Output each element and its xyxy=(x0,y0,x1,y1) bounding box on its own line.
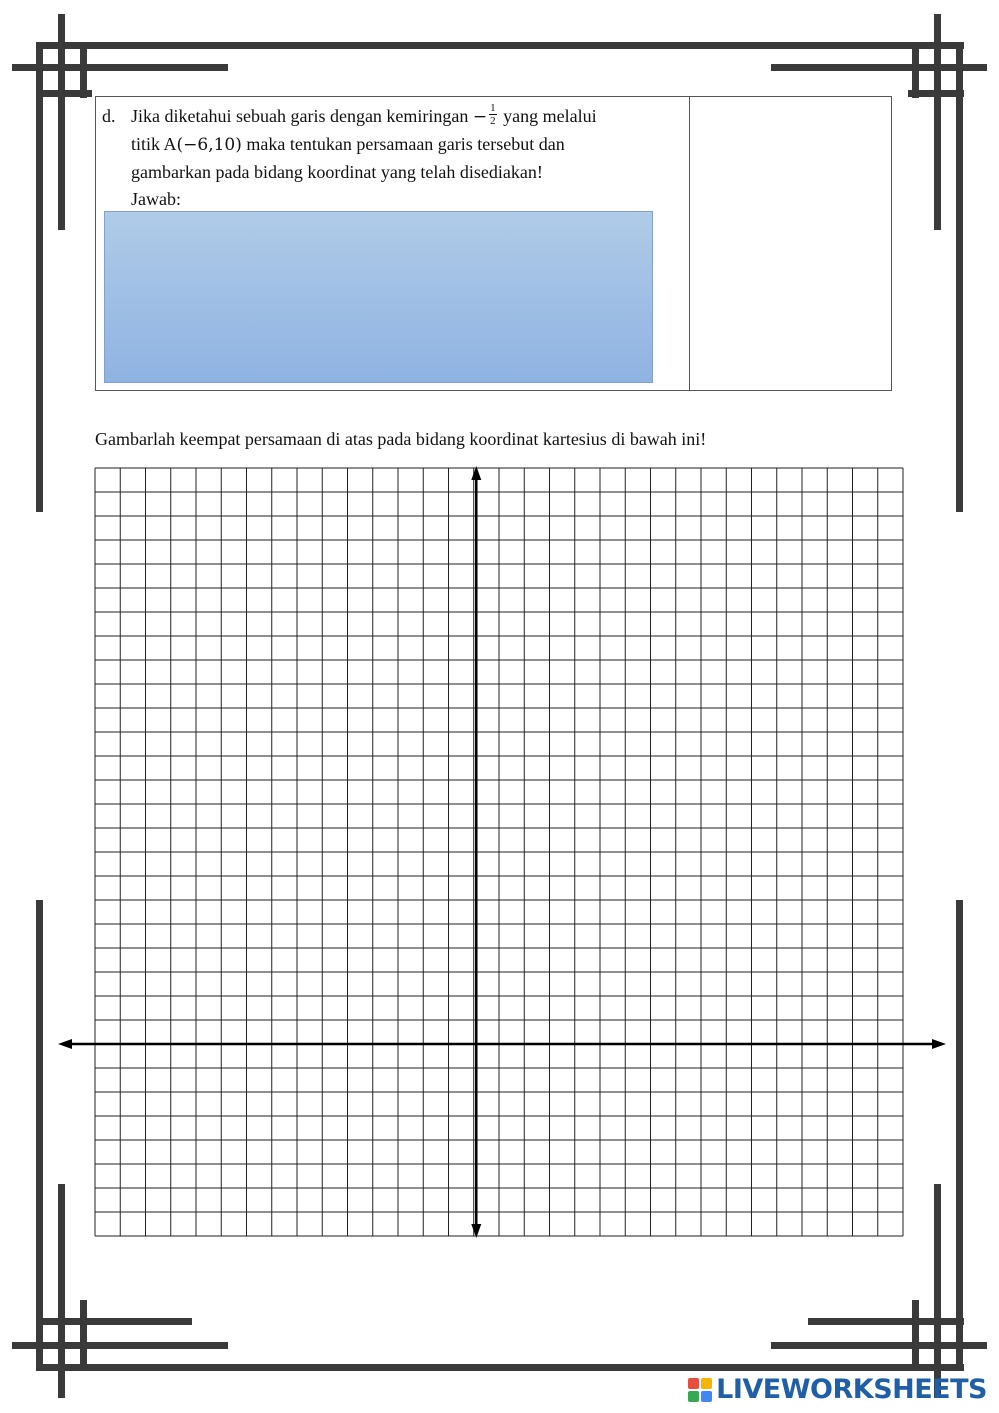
slope-denominator: 2 xyxy=(490,115,496,128)
question-line-2-end: maka tentukan persamaan garis tersebut dan xyxy=(246,134,565,154)
answer-label: Jawab: xyxy=(131,189,181,209)
question-letter: d. xyxy=(102,106,116,126)
grid-lines xyxy=(95,468,903,1236)
x-axis-arrow-left xyxy=(58,1039,72,1049)
x-axis-arrow-right xyxy=(932,1039,946,1049)
watermark-text: LIVEWORKSHEETS xyxy=(716,1374,987,1405)
question-line-2: titik A xyxy=(131,134,177,154)
slope-numerator: 1 xyxy=(490,102,496,115)
slope-sign: − xyxy=(472,107,488,127)
question-line-1: Jika diketahui sebuah garis dengan kemiringan xyxy=(131,106,469,126)
question-line-3: gambarkan pada bidang koordinat yang telah disediakan! xyxy=(131,162,543,182)
question-line-1-end: yang melalui xyxy=(503,106,597,126)
liveworksheets-watermark xyxy=(688,1374,987,1405)
point-coordinates: (−6,10) xyxy=(176,135,242,155)
instruction-text: Gambarlah keempat persamaan di atas pada bidang koordinat kartesius di bawah ini! xyxy=(95,429,707,449)
liveworksheets-logo-icon xyxy=(688,1378,712,1402)
